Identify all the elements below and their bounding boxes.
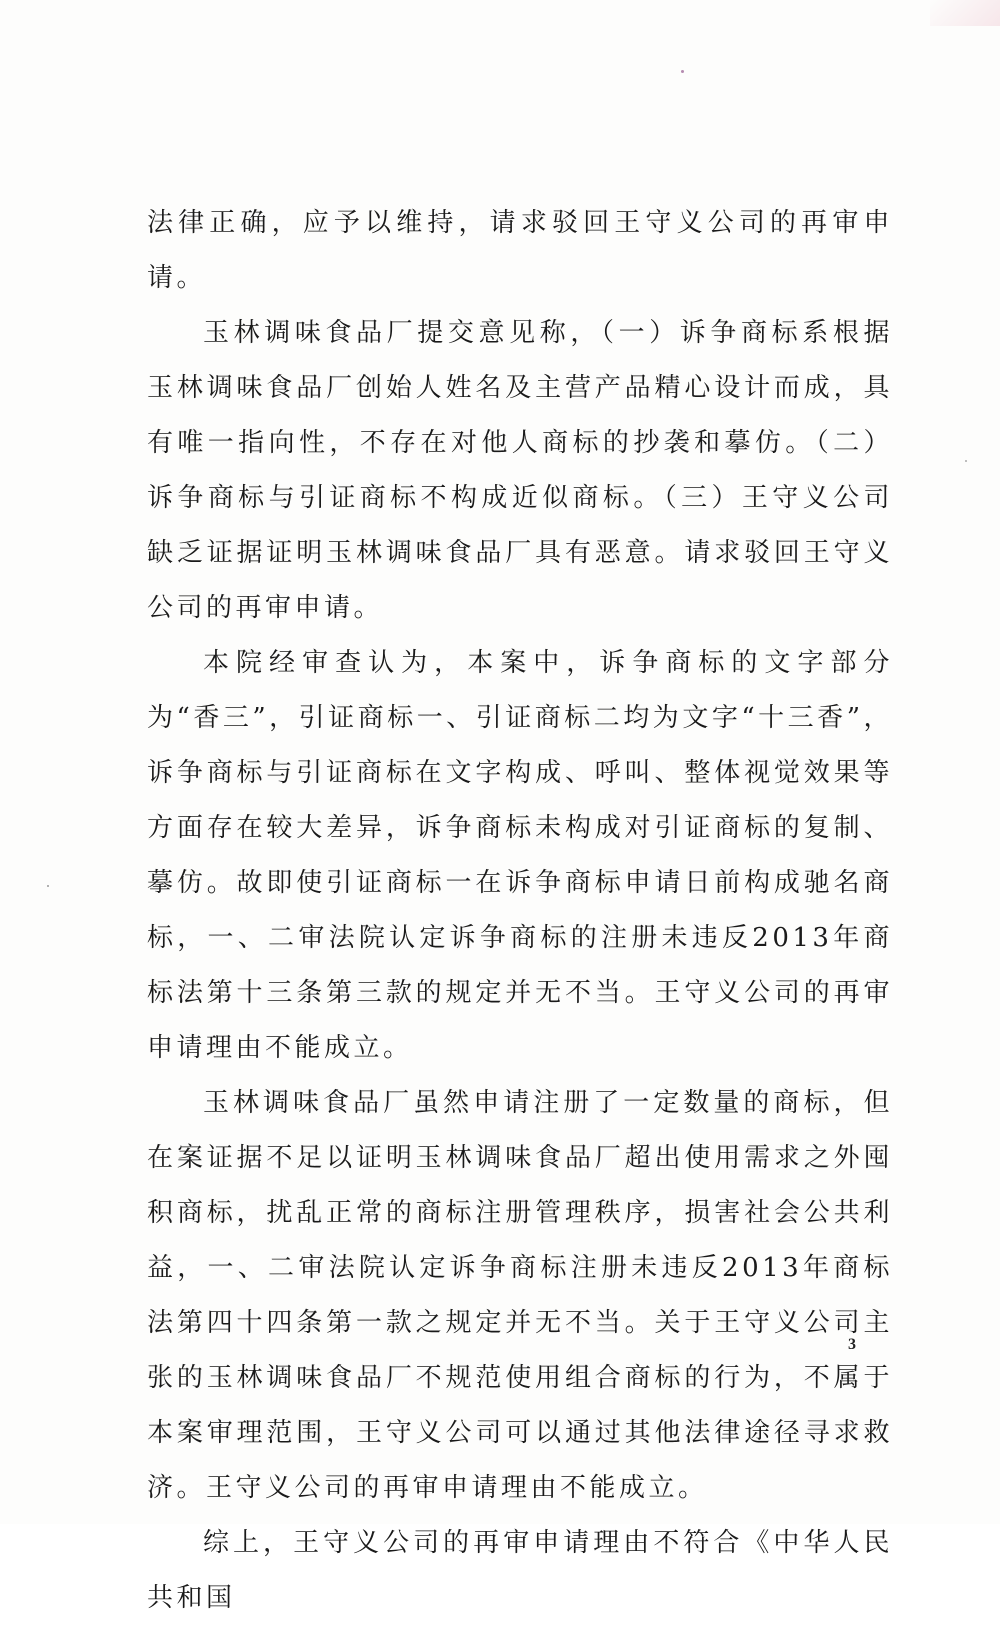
paragraph-conclusion: 综上，王守义公司的再审申请理由不符合《中华人民共和国 <box>147 1528 893 1613</box>
page-number: 3 <box>848 1336 856 1353</box>
corner-stain <box>930 0 1000 26</box>
body-text <box>147 196 893 1626</box>
paragraph-court-finding-similarity: 本院经审查认为，本案中，诉争商标的文字部分为“香三”，引证商标一、引证商标二均为文字“十三香”，诉争商标与引证商标在文字构成、呼叫、整体视觉效果等方面存在较大差异，诉争商标未构成对引证商标的复制、摹仿。故即使引证商标一在诉争商标申请日前构成驰名商标，一、二审法院认定诉争商标的注册未违反2013年商标法第十三条第三款的规定并无不当。王守义公司的再审申请理由不能成立。 <box>147 648 893 1063</box>
ink-speck <box>965 460 967 462</box>
paragraph-respondent-opinion: 玉林调味食品厂提交意见称，（一）诉争商标系根据玉林调味食品厂创始人姓名及主营产品精心设计而成，具有唯一指向性，不存在对他人商标的抄袭和摹仿。（二）诉争商标与引证商标不构成近似商标。（三）王守义公司缺乏证据证明玉林调味食品厂具有恶意。请求驳回王守义公司的再审申请。 <box>147 318 893 623</box>
ink-speck <box>47 885 49 887</box>
paragraph-continuation: 法律正确，应予以维持，请求驳回王守义公司的再审申请。 <box>147 208 893 293</box>
paragraph-court-finding-hoarding: 玉林调味食品厂虽然申请注册了一定数量的商标，但在案证据不足以证明玉林调味食品厂超出使用需求之外囤积商标，扰乱正常的商标注册管理秩序，损害社会公共利益，一、二审法院认定诉争商标注册未违反2013年商标法第四十四条第一款之规定并无不当。关于王守义公司主张的玉林调味食品厂不规范使用组合商标的行为，不属于本案审理范围，王守义公司可以通过其他法律途径寻求救济。王守义公司的再审申请理由不能成立。 <box>147 1088 893 1503</box>
ink-speck <box>681 70 684 73</box>
